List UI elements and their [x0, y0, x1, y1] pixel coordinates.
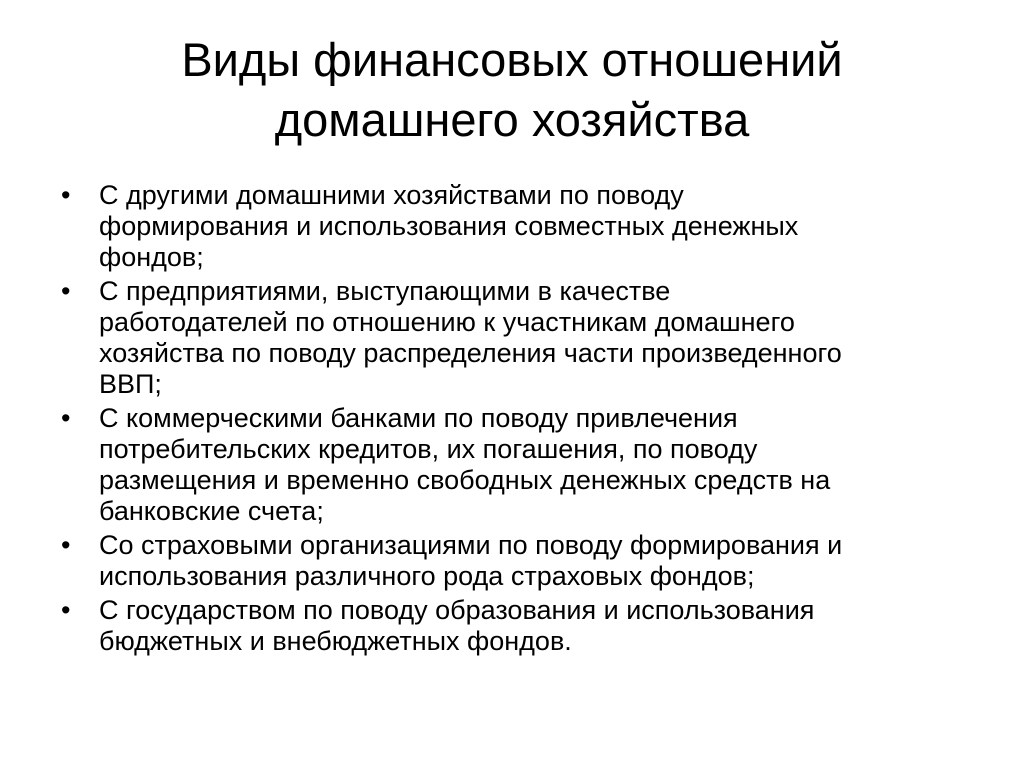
bullet-text-line: формирования и использования совместных денежных — [99, 211, 799, 241]
bullet-text-line: размещения и временно свободных денежных средств на — [99, 465, 831, 495]
bullet-item — [58, 530, 988, 592]
bullet-text-line: ВВП; — [99, 369, 162, 399]
bullet-marker: • — [61, 595, 71, 625]
bullet-text-line: С другими домашними хозяйствами по поводу — [99, 180, 684, 210]
slide-title-line: Виды финансовых отношений — [181, 33, 843, 86]
bullet-marker: • — [61, 403, 71, 433]
bullet-text-line: фондов; — [99, 242, 204, 272]
bullet-list — [58, 180, 988, 660]
bullet-item — [58, 595, 988, 657]
bullet-text-line: С государством по поводу образования и использования — [99, 595, 815, 625]
bullet-text-line: С коммерческими банками по поводу привлечения — [99, 403, 738, 433]
slide-title — [60, 30, 964, 150]
bullet-text-line: банковские счета; — [99, 496, 324, 526]
bullet-item — [58, 403, 988, 527]
bullet-marker: • — [61, 530, 71, 560]
bullet-marker: • — [61, 276, 71, 306]
slide-title-line: домашнего хозяйства — [274, 93, 750, 146]
bullet-text-line: С предприятиями, выступающими в качестве — [99, 276, 671, 306]
bullet-text-line: потребительских кредитов, их погашения, по поводу — [99, 434, 758, 464]
bullet-text-line: бюджетных и внебюджетных фондов. — [99, 626, 572, 656]
bullet-text-line: Со страховыми организациями по поводу формирования и — [99, 530, 843, 560]
bullet-marker: • — [61, 180, 71, 210]
bullet-item — [58, 276, 988, 400]
bullet-text-line: работодателей по отношению к участникам домашнего — [99, 307, 795, 337]
bullet-item — [58, 180, 988, 273]
bullet-text-line: хозяйства по поводу распределения части произведенного — [99, 338, 842, 368]
bullet-text-line: использования различного рода страховых фондов; — [99, 561, 755, 591]
